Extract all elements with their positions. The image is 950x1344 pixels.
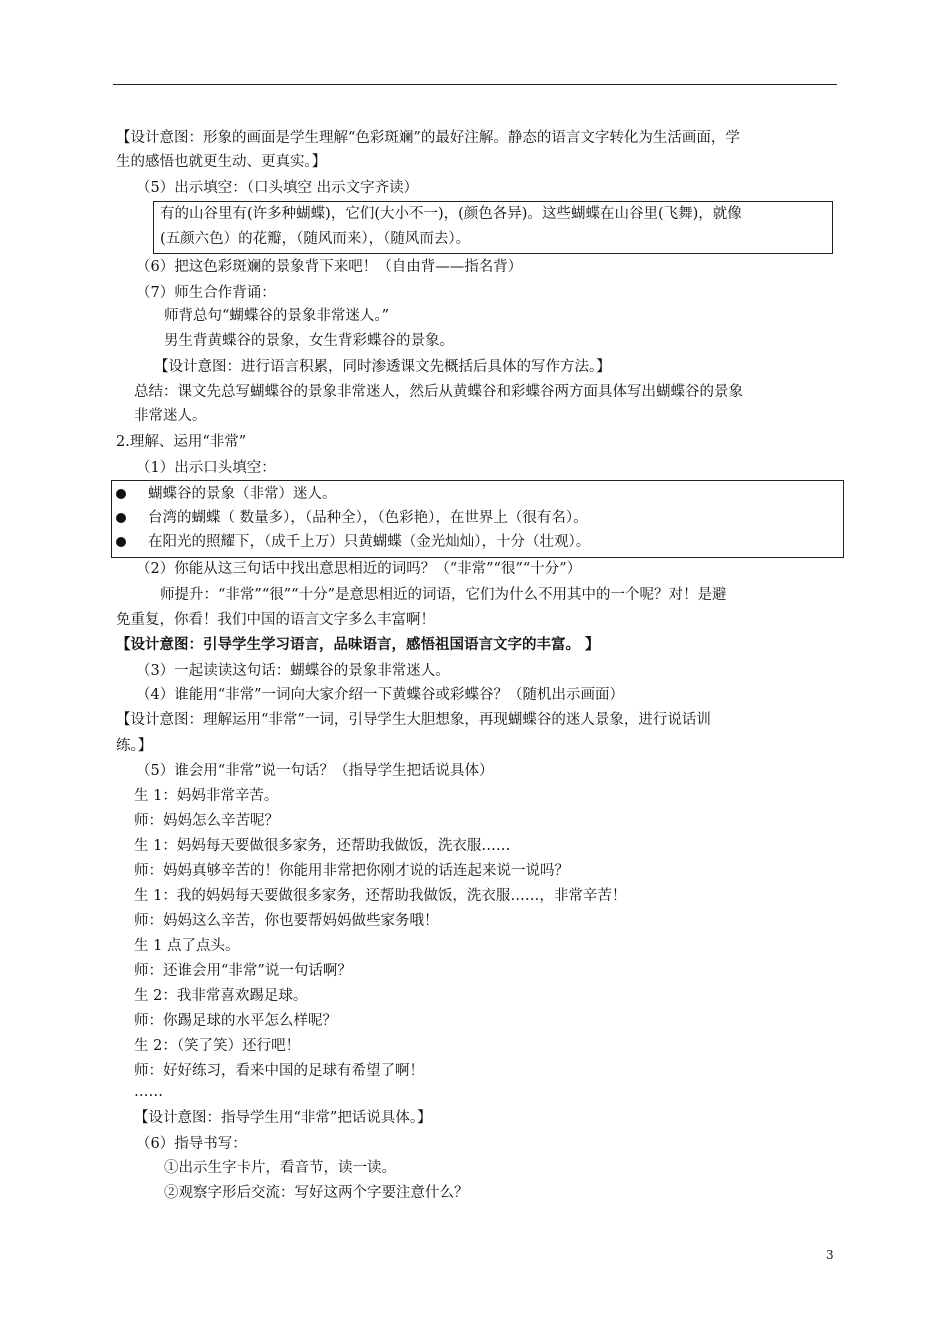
dialogue-line: 生 2：我非常喜欢踢足球。 bbox=[134, 988, 308, 1004]
design-intent-4-line2: 练。】 bbox=[116, 738, 153, 754]
page-number: 3 bbox=[826, 1248, 834, 1262]
design-intent-4-line1: 【设计意图：理解运用“非常”一词，引导学生大胆想象，再现蝴蝶谷的迷人景象，进行说话训 bbox=[116, 712, 711, 728]
teacher-summary-line1: 师提升：“非常”“很”“十分”是意思相近的词语，它们为什么不用其中的一个呢？对！是避 bbox=[160, 587, 727, 603]
step-7: （7）师生合作背诵： bbox=[136, 285, 276, 301]
dialogue-line: 师：你踢足球的水平怎么样呢？ bbox=[134, 1013, 337, 1029]
design-intent-1-line2: 生的感悟也就更生动、更真实。】 bbox=[116, 154, 327, 170]
dialogue-ellipsis: …… bbox=[134, 1084, 163, 1100]
bullet-box bbox=[111, 480, 844, 558]
header-rule bbox=[113, 84, 837, 85]
bullet-text-2: 台湾的蝴蝶（ 数量多），（品种全），（色彩艳），在世界上（很有名）。 bbox=[148, 510, 588, 526]
bullet-text-1: 蝴蝶谷的景象（非常）迷人。 bbox=[148, 486, 337, 502]
section-2-step-6-b: ②观察字形后交流：写好这两个字要注意什么？ bbox=[164, 1185, 469, 1201]
bullet-dot-icon bbox=[116, 513, 126, 523]
bullet-text-3: 在阳光的照耀下，（成千上万）只黄蝴蝶（金光灿灿），十分（壮观）。 bbox=[148, 534, 591, 550]
section-2-step-6: （6）指导书写： bbox=[136, 1136, 247, 1152]
dialogue-line: 师：妈妈这么辛苦，你也要帮妈妈做些家务哦！ bbox=[134, 913, 439, 929]
dialogue-line: 生 1：妈妈非常辛苦。 bbox=[134, 788, 279, 804]
design-intent-1-line1: 【设计意图：形象的画面是学生理解“色彩斑斓”的最好注解。静态的语言文字转化为生活画面，学 bbox=[116, 130, 740, 146]
dialogue-line: 生 1：妈妈每天要做很多家务，还帮助我做饭，洗衣服…… bbox=[134, 838, 511, 854]
fill-in-box-1-line2: (五颜六色）的花瓣，（随风而来），（随风而去）。 bbox=[160, 231, 471, 247]
bullet-item-2 bbox=[116, 508, 588, 528]
teacher-summary-line2: 免重复，你看！我们中国的语言文字多么丰富啊！ bbox=[116, 612, 435, 628]
step-7-teacher: 师背总句“蝴蝶谷的景象非常迷人。” bbox=[164, 308, 390, 324]
summary-line1: 总结：课文先总写蝴蝶谷的景象非常迷人，然后从黄蝶谷和彩蝶谷两方面具体写出蝴蝶谷的景象 bbox=[134, 384, 743, 400]
design-intent-2: 【设计意图：进行语言积累，同时渗透课文先概括后具体的写作方法。】 bbox=[154, 359, 611, 375]
dialogue-line: 师：妈妈怎么辛苦呢？ bbox=[134, 813, 279, 829]
section-2-step-4: （4）谁能用“非常”一词向大家介绍一下黄蝶谷或彩蝶谷？（随机出示画面） bbox=[136, 687, 625, 703]
dialogue-line: 师：妈妈真够辛苦的！你能用非常把你刚才说的话连起来说一说吗？ bbox=[134, 863, 569, 879]
section-2-step-1: （1）出示口头填空： bbox=[136, 460, 276, 476]
design-intent-3: 【设计意图：引导学生学习语言，品味语言，感悟祖国语言文字的丰富。 】 bbox=[116, 636, 600, 653]
bullet-item-1 bbox=[116, 484, 337, 504]
section-2-heading: 2.理解、运用“非常” bbox=[116, 434, 247, 450]
bullet-item-3 bbox=[116, 532, 590, 552]
design-intent-5: 【设计意图：指导学生用“非常”把话说具体。】 bbox=[134, 1110, 432, 1126]
dialogue-line: 生 1 点了点头。 bbox=[134, 938, 240, 954]
bullet-dot-icon bbox=[116, 537, 126, 547]
bullet-dot-icon bbox=[116, 489, 126, 499]
dialogue-line: 生 1：我的妈妈每天要做很多家务，还帮助我做饭，洗衣服……，非常辛苦！ bbox=[134, 888, 627, 904]
step-6: （6）把这色彩斑斓的景象背下来吧！（自由背——指名背） bbox=[136, 259, 523, 275]
fill-in-box-1 bbox=[153, 201, 833, 254]
section-2-step-3: （3）一起读读这句话：蝴蝶谷的景象非常迷人。 bbox=[136, 663, 450, 679]
dialogue-line: 师：还谁会用“非常”说一句话啊？ bbox=[134, 963, 352, 979]
dialogue-line: 生 2：（笑了笑）还行吧！ bbox=[134, 1038, 301, 1054]
section-2-step-5: （5）谁会用“非常”说一句话？（指导学生把话说具体） bbox=[136, 763, 494, 779]
dialogue-line: 师：好好练习，看来中国的足球有希望了啊！ bbox=[134, 1063, 424, 1079]
fill-in-box-1-line1: 有的山谷里有(许多种蝴蝶)，它们(大小不一)，(颜色各异)。这些蝴蝶在山谷里(飞舞)，就像 bbox=[160, 206, 742, 222]
step-7-students: 男生背黄蝶谷的景象，女生背彩蝶谷的景象。 bbox=[164, 333, 454, 349]
summary-line2: 非常迷人。 bbox=[134, 408, 207, 424]
section-2-step-2: （2）你能从这三句话中找出意思相近的词吗？（“非常”“很”“十分”） bbox=[136, 561, 582, 577]
section-2-step-6-a: ①出示生字卡片，看音节，读一读。 bbox=[164, 1160, 396, 1176]
step-5-label: （5）出示填空：（口头填空 出示文字齐读） bbox=[136, 180, 419, 196]
